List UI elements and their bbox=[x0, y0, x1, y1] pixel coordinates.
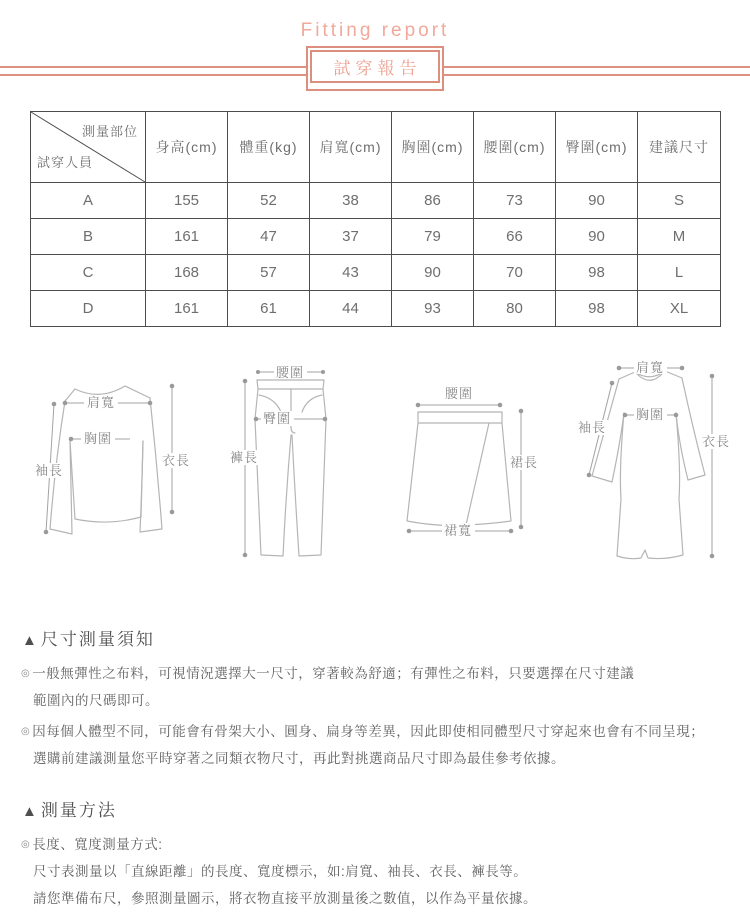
note-line: 請您準備布尺，參照測量圖示，將衣物直接平放測量後之數值，以作為平量依據。 bbox=[33, 891, 537, 906]
value-cell: 37 bbox=[310, 219, 392, 255]
bullet-icon: ◎ bbox=[21, 726, 31, 737]
notes-section bbox=[0, 625, 750, 912]
note-item bbox=[21, 660, 730, 714]
note-line: 選購前建議測量您平時穿著之同類衣物尺寸，再此對挑選商品尺寸即為最佳參考依據。 bbox=[33, 751, 565, 766]
garment-length-label: 衣長 bbox=[701, 434, 731, 449]
shirt-diagram bbox=[35, 349, 225, 579]
note-line: 長度、寬度測量方式: bbox=[32, 837, 163, 852]
value-cell: 90 bbox=[392, 255, 474, 291]
note-line: 一般無彈性之布料，可視情況選擇大一尺寸，穿著較為舒適；有彈性之布料，只要選擇在尺寸建議 bbox=[32, 666, 635, 681]
table-header-row bbox=[31, 112, 721, 183]
dress-diagram bbox=[575, 349, 750, 584]
person-cell: C bbox=[31, 255, 146, 291]
skirt-diagram bbox=[390, 374, 550, 549]
value-cell: 155 bbox=[146, 183, 228, 219]
value-cell: 61 bbox=[228, 291, 310, 327]
skirt-width-label: 裙寬 bbox=[443, 523, 473, 538]
fitting-table bbox=[30, 111, 721, 327]
value-cell: 57 bbox=[228, 255, 310, 291]
person-cell: A bbox=[31, 183, 146, 219]
value-cell: 44 bbox=[310, 291, 392, 327]
measure-method-title: ▲ 測量方法 bbox=[22, 801, 117, 820]
note-item bbox=[21, 718, 730, 772]
value-cell: L bbox=[638, 255, 721, 291]
measurement-diagrams bbox=[0, 349, 750, 597]
column-header: 胸圍(cm) bbox=[392, 112, 474, 183]
chest-label: 胸圍 bbox=[635, 407, 665, 422]
person-cell: D bbox=[31, 291, 146, 327]
corner-label-measure-part: 測量部位 bbox=[81, 124, 138, 139]
column-header: 臀圍(cm) bbox=[556, 112, 638, 183]
hip-label: 臀圍 bbox=[262, 411, 292, 426]
waist-label: 腰圍 bbox=[444, 386, 474, 401]
note-line: 因每個人體型不同，可能會有骨架大小、圓身、扁身等差異，因此即使相同體型尺寸穿起來也會有不同呈現； bbox=[32, 724, 705, 739]
waist-label: 腰圍 bbox=[275, 365, 305, 380]
value-cell: 86 bbox=[392, 183, 474, 219]
value-cell: 98 bbox=[556, 255, 638, 291]
value-cell: 66 bbox=[474, 219, 556, 255]
triangle-marker: ▲ bbox=[22, 632, 39, 649]
value-cell: 79 bbox=[392, 219, 474, 255]
person-cell: B bbox=[31, 219, 146, 255]
shoulder-width-label: 肩寬 bbox=[86, 395, 116, 410]
column-header: 身高(cm) bbox=[146, 112, 228, 183]
value-cell: 90 bbox=[556, 183, 638, 219]
column-header: 肩寬(cm) bbox=[310, 112, 392, 183]
value-cell: XL bbox=[638, 291, 721, 327]
pants-diagram bbox=[225, 349, 375, 584]
note-line: 尺寸表測量以「直線距離」的長度、寬度標示，如:肩寬、袖長、衣長、褲長等。 bbox=[33, 864, 528, 879]
note-line: 範圍內的尺碼即可。 bbox=[33, 693, 159, 708]
bullet-icon: ◎ bbox=[21, 668, 31, 679]
garment-length-label: 衣長 bbox=[161, 453, 191, 468]
value-cell: 38 bbox=[310, 183, 392, 219]
value-cell: 93 bbox=[392, 291, 474, 327]
value-cell: 168 bbox=[146, 255, 228, 291]
size-notes-title: ▲ 尺寸測量須知 bbox=[22, 630, 155, 649]
column-header: 腰圍(cm) bbox=[474, 112, 556, 183]
value-cell: 70 bbox=[474, 255, 556, 291]
value-cell: 43 bbox=[310, 255, 392, 291]
corner-label-fitter: 試穿人員 bbox=[37, 155, 94, 170]
corner-cell bbox=[31, 112, 146, 183]
pants-length-label: 褲長 bbox=[229, 450, 259, 465]
header-decoration bbox=[0, 46, 750, 92]
value-cell: 90 bbox=[556, 219, 638, 255]
page-title-chinese: 試穿報告 bbox=[310, 50, 440, 83]
title-box bbox=[306, 46, 444, 91]
sleeve-length-label: 袖長 bbox=[34, 463, 64, 478]
value-cell: M bbox=[638, 219, 721, 255]
triangle-marker: ▲ bbox=[22, 803, 39, 820]
note-item bbox=[21, 831, 730, 912]
table-row bbox=[31, 291, 721, 327]
value-cell: S bbox=[638, 183, 721, 219]
bullet-icon: ◎ bbox=[21, 839, 31, 850]
skirt-length-label: 裙長 bbox=[509, 455, 539, 470]
table-row bbox=[31, 219, 721, 255]
column-header: 建議尺寸 bbox=[638, 112, 721, 183]
value-cell: 73 bbox=[474, 183, 556, 219]
value-cell: 161 bbox=[146, 291, 228, 327]
value-cell: 80 bbox=[474, 291, 556, 327]
value-cell: 161 bbox=[146, 219, 228, 255]
chest-label: 胸圍 bbox=[83, 431, 113, 446]
table-row bbox=[31, 255, 721, 291]
table-row bbox=[31, 183, 721, 219]
sleeve-length-label: 袖長 bbox=[577, 420, 607, 435]
column-header: 體重(kg) bbox=[228, 112, 310, 183]
page-title-english: Fitting report bbox=[300, 20, 450, 41]
value-cell: 47 bbox=[228, 219, 310, 255]
value-cell: 52 bbox=[228, 183, 310, 219]
value-cell: 98 bbox=[556, 291, 638, 327]
shoulder-width-label: 肩寬 bbox=[635, 360, 665, 375]
